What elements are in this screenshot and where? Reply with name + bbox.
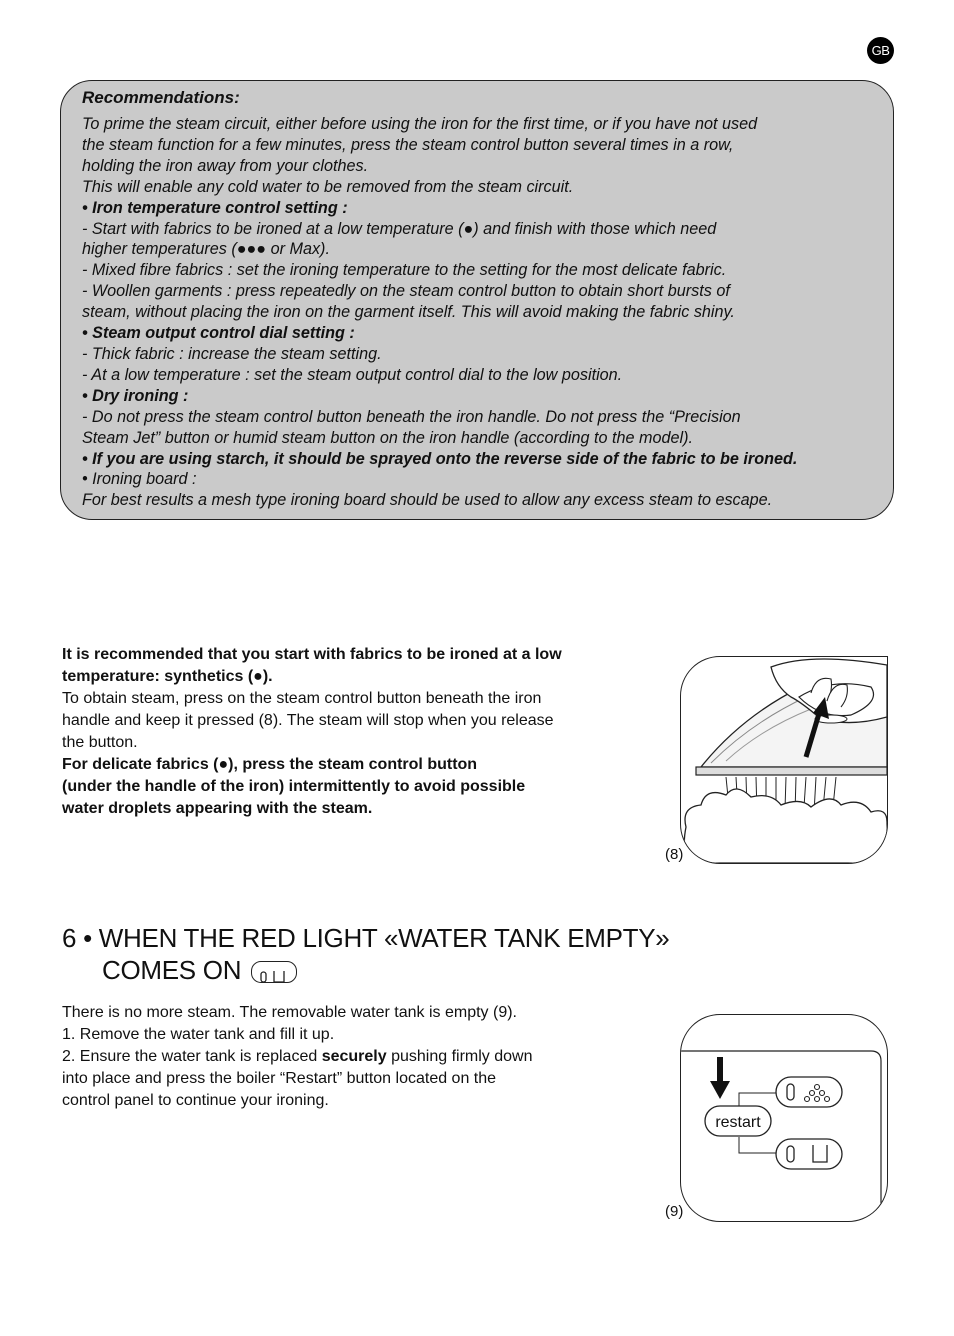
section-6-p3-post: pushing firmly down — [386, 1048, 533, 1065]
steam-instruction-line: For delicate fabrics (●), press the steam control button — [62, 756, 478, 773]
figure-9-label: (9) — [665, 1203, 684, 1220]
section-6-heading-line1: 6 • WHEN THE RED LIGHT «WATER TANK EMPTY» — [62, 923, 670, 953]
section-6-p3-bold: securely — [321, 1048, 387, 1065]
section-6-p1: There is no more steam. The removable water tank is empty (9). — [62, 1004, 517, 1021]
steam-light — [776, 1077, 842, 1107]
recommendation-line: - Mixed fibre fabrics : set the ironing temperature to the setting for the most delicate fabric. — [82, 261, 727, 280]
recommendation-line: • Dry ironing : — [82, 386, 189, 405]
down-arrow-icon — [710, 1081, 730, 1099]
section-6-heading-line2: COMES ON — [102, 955, 242, 985]
iron-steam-illustration — [681, 657, 887, 863]
steam-instruction-line: water droplets appearing with the steam. — [62, 800, 373, 817]
figure-8-label: (8) — [665, 846, 684, 863]
recommendation-line: This will enable any cold water to be removed from the steam circuit. — [82, 177, 574, 196]
section-6-p4: into place and press the boiler “Restart” button located on the — [62, 1070, 497, 1087]
steam-instruction-line: temperature: synthetics (●). — [62, 668, 273, 685]
recommendation-line: higher temperatures (●●● or Max). — [82, 240, 330, 259]
steam-instruction-line: It is recommended that you start with fabrics to be ironed at a low — [62, 646, 562, 663]
recommendation-line: Steam Jet” button or humid steam button on the iron handle (according to the model). — [82, 428, 693, 447]
recommendation-line: - At a low temperature : set the steam output control dial to the low position. — [82, 365, 623, 384]
water-tank-light — [776, 1139, 842, 1169]
section-6-heading — [62, 922, 669, 986]
recommendation-line: For best results a mesh type ironing board should be used to allow any excess steam to escape. — [82, 491, 773, 510]
recommendations-body — [82, 114, 875, 511]
recommendations-box — [60, 80, 894, 520]
recommendation-line: • Iron temperature control setting : — [82, 198, 348, 217]
figure-9-control-panel — [680, 1014, 888, 1222]
steam-instruction-line: (under the handle of the iron) intermittently to avoid possible — [62, 778, 526, 795]
recommendation-line: - Thick fabric : increase the steam setting. — [82, 344, 382, 363]
recommendation-line: - Woollen garments : press repeatedly on the steam control button to obtain short bursts of — [82, 282, 730, 301]
figure-8-iron-steam — [680, 656, 888, 864]
language-badge: GB — [867, 37, 894, 64]
recommendation-line: - Do not press the steam control button beneath the iron handle. Do not press the “Precision — [82, 407, 741, 426]
steam-instruction-line: To obtain steam, press on the steam control button beneath the iron — [62, 690, 542, 707]
section-6-p5: control panel to continue your ironing. — [62, 1092, 329, 1109]
recommendation-line: holding the iron away from your clothes. — [82, 156, 369, 175]
recommendation-line: the steam function for a few minutes, press the steam control button several times in a row, — [82, 135, 734, 154]
steam-instructions — [62, 644, 652, 820]
section-6-body — [62, 1002, 652, 1112]
steam-instruction-line: handle and keep it pressed (8). The steam will stop when you release — [62, 712, 554, 729]
restart-label: restart — [715, 1114, 761, 1131]
section-6-p2: 1. Remove the water tank and fill it up. — [62, 1026, 335, 1043]
steam-instruction-line: the button. — [62, 734, 138, 751]
recommendation-line: steam, without placing the iron on the garment itself. This will avoid making the fabric shiny. — [82, 303, 735, 322]
recommendation-line: • Ironing board : — [82, 470, 197, 489]
recommendation-line: • If you are using starch, it should be sprayed onto the reverse side of the fabric to be ironed. — [82, 449, 798, 468]
recommendation-line: - Start with fabrics to be ironed at a low temperature (●) and finish with those which need — [82, 219, 717, 238]
recommendations-title: Recommendations: — [82, 88, 240, 107]
recommendation-line: To prime the steam circuit, either before using the iron for the first time, or if you have not used — [82, 115, 758, 133]
recommendation-line: • Steam output control dial setting : — [82, 324, 355, 343]
section-6-p3 — [62, 1046, 652, 1068]
water-tank-empty-icon — [251, 961, 297, 983]
section-6-p3-pre: 2. Ensure the water tank is replaced — [62, 1048, 322, 1065]
